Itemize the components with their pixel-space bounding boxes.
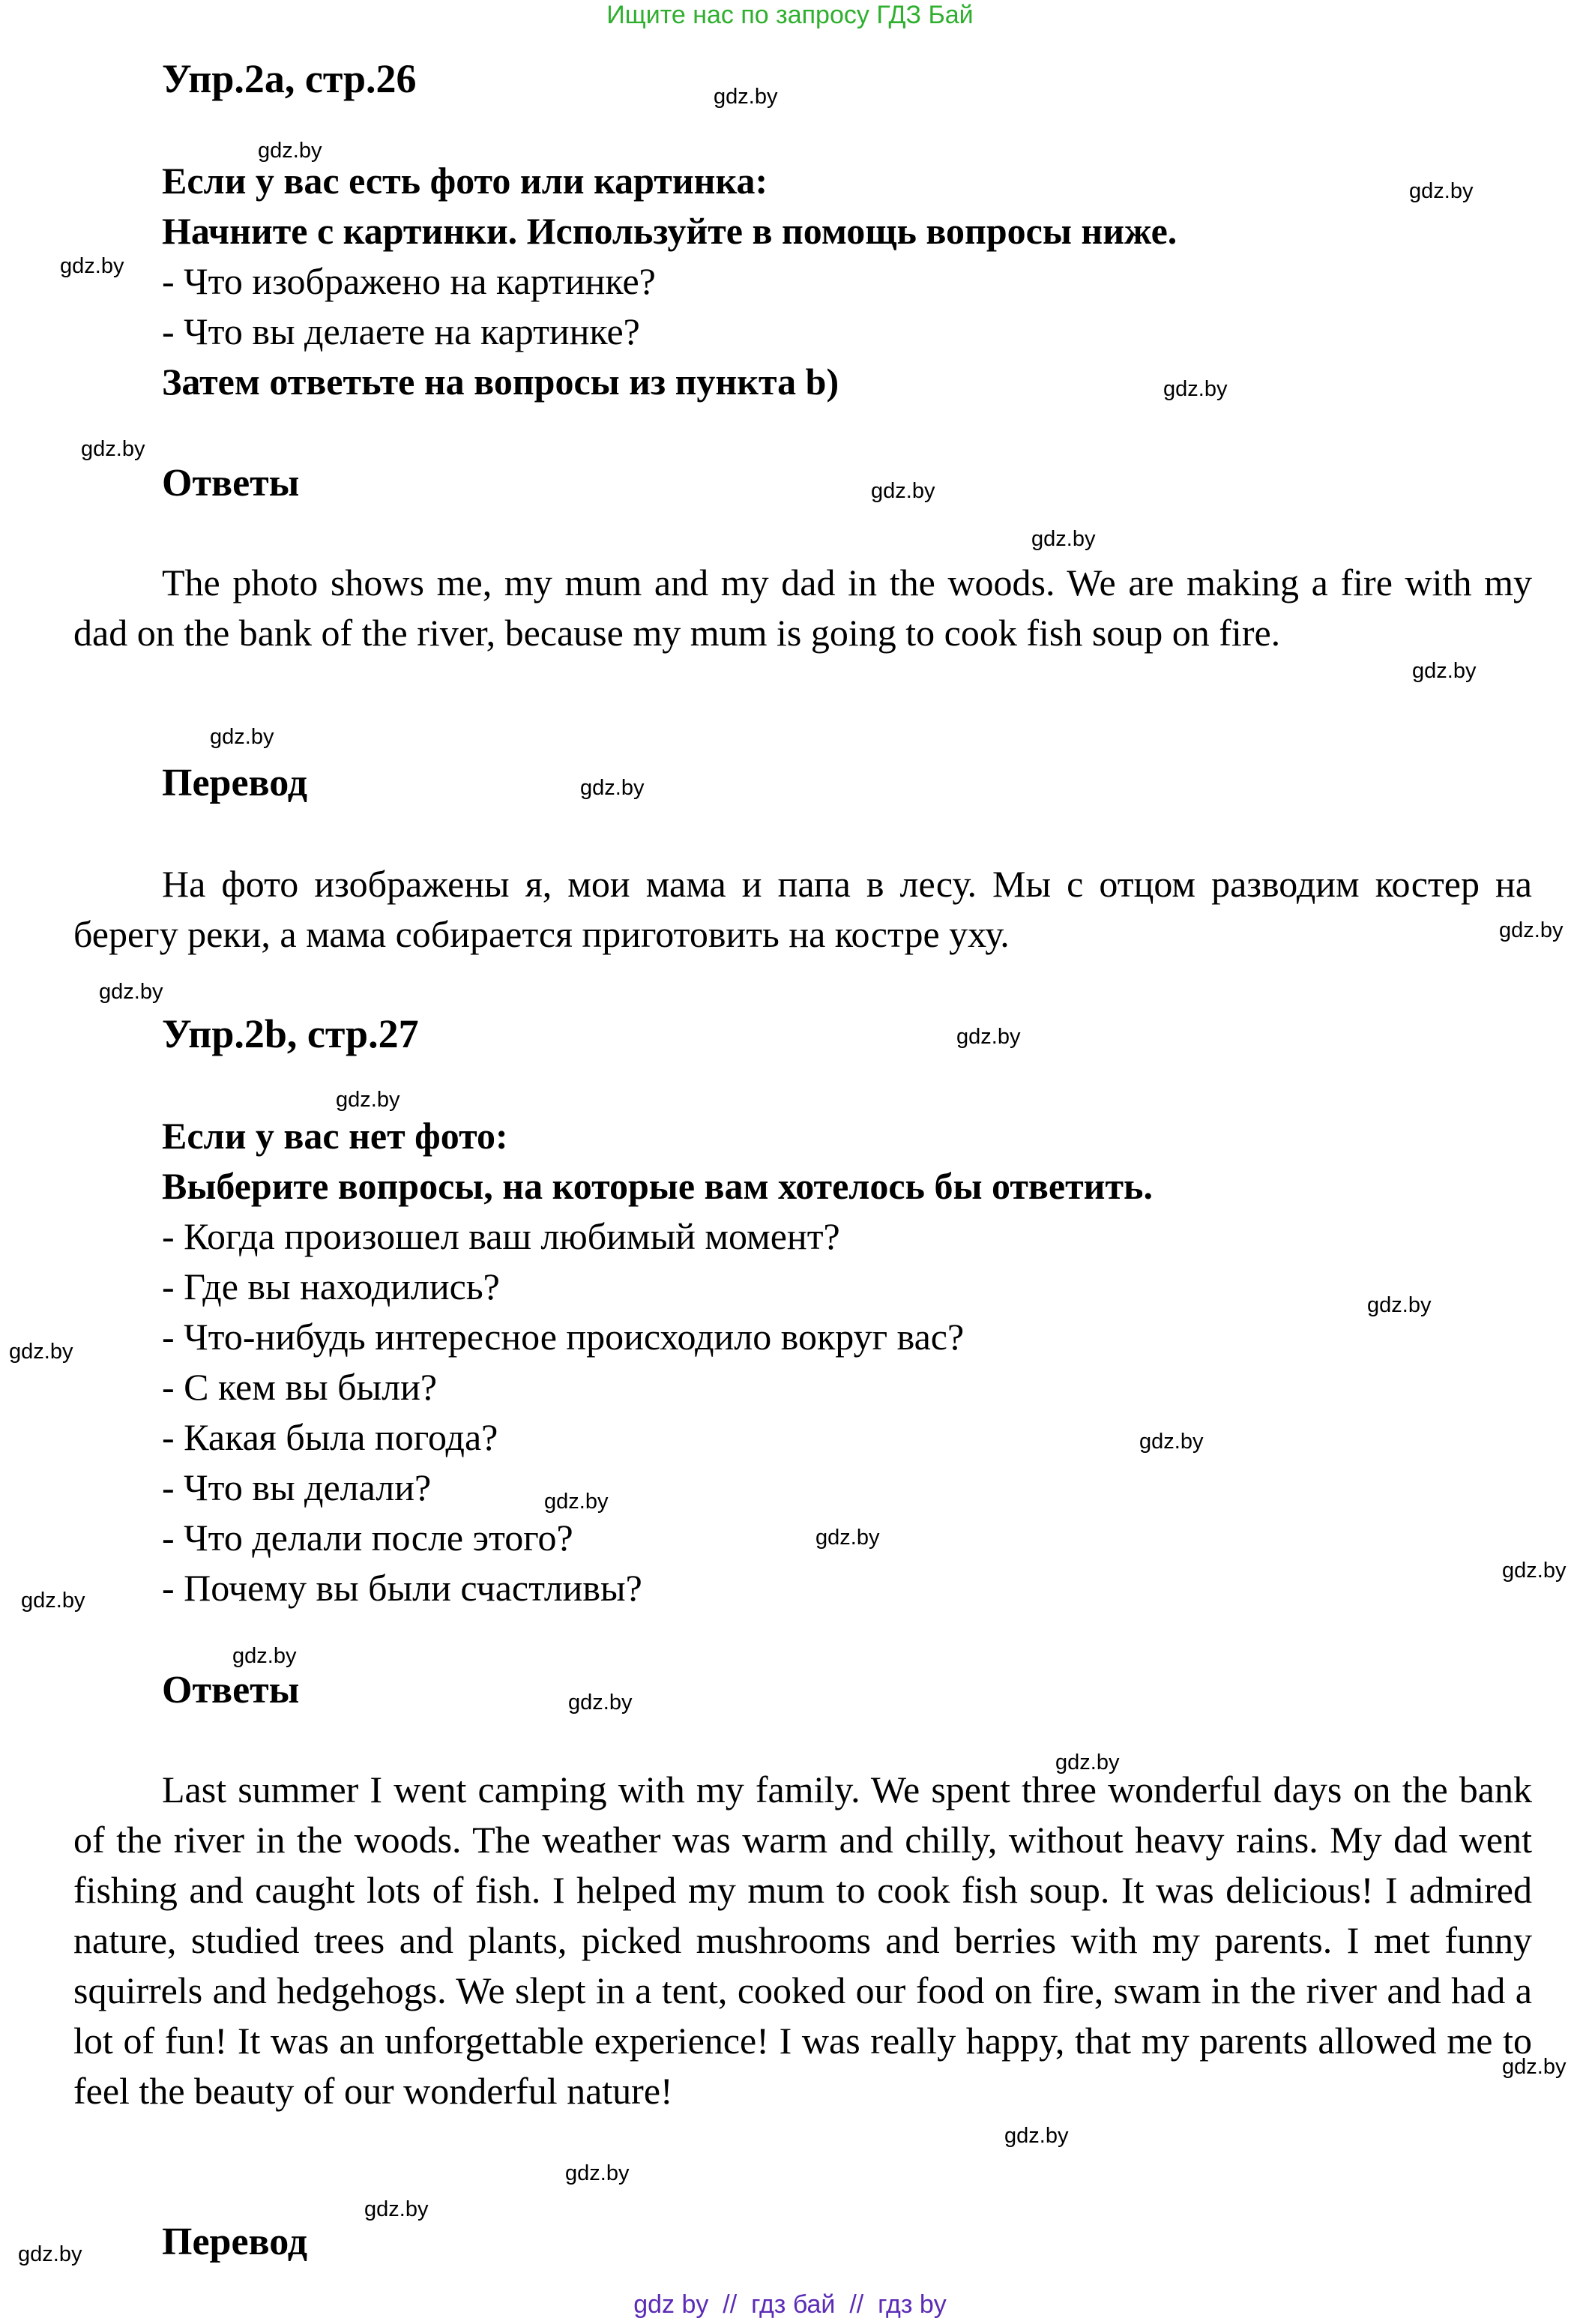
watermark: gdz.by [1163, 377, 1228, 401]
ex2a-question-1: - Что изображено на картинке? [162, 260, 656, 302]
watermark: gdz.by [1367, 1293, 1432, 1317]
watermark: gdz.by [815, 1526, 880, 1550]
watermark: gdz.by [1502, 1559, 1567, 1583]
ex2a-instruction-1: Если у вас есть фото или картинка: [162, 160, 768, 202]
watermark: gdz.by [232, 1644, 297, 1668]
watermark: gdz.by [1055, 1750, 1120, 1774]
watermark: gdz.by [580, 776, 645, 800]
ex2a-answers-heading: Ответы [162, 462, 300, 505]
ex2b-answer-text: Last summer I went camping with my family. We spent three wonderful days on the bank of the river in the woods. The weather was warm and chilly, without heavy rains. My dad went fishing and caught lots of fish. I helped my mum to cook fish soup. It was delicious! I admired nature, studied trees and plants, picked mushrooms and berries with my parents. I met funny squirrels and hedgehogs. We slept in a tent, cooked our food on fire, swam in the river and had a lot of fun! It was an unforgettable experience! I was really happy, that my parents allowed me to feel the beauty of our wonderful nature! [73, 1768, 1532, 2112]
ex2a-translation-text: На фото изображены я, мои мама и папа в лесу. Мы с отцом разводим костер на берегу реки, а мама собирается приготовить на костре уху. [73, 863, 1532, 955]
ex2b-question-1: - Когда произошел ваш любимый момент? [162, 1215, 840, 1257]
watermark: gdz.by [336, 1088, 400, 1112]
ex2a-instruction-2: Начните с картинки. Используйте в помощь вопросы ниже. [162, 210, 1178, 252]
watermark: gdz.by [568, 1691, 633, 1715]
watermark: gdz.by [1031, 527, 1096, 551]
ex2b-instruction-2: Выберите вопросы, на которые вам хотелось бы ответить. [162, 1165, 1153, 1207]
ex2a-question-2: - Что вы делаете на картинке? [162, 310, 640, 352]
watermark: gdz.by [9, 1340, 73, 1364]
watermark: gdz.by [1409, 179, 1474, 203]
watermark: gdz.by [565, 2161, 630, 2185]
watermark: gdz.by [99, 980, 163, 1004]
watermark: gdz.by [871, 479, 935, 503]
top-banner[interactable]: Ищите нас по запросу ГДЗ Бай [606, 1, 974, 29]
watermark: gdz.by [210, 725, 274, 749]
watermark: gdz.by [1499, 918, 1564, 942]
watermark: gdz.by [60, 254, 124, 278]
ex2b-question-5: - Какая была погода? [162, 1416, 498, 1458]
ex2b-question-8: - Почему вы были счастливы? [162, 1567, 642, 1609]
watermark: gdz.by [544, 1490, 609, 1514]
watermark: gdz.by [81, 437, 145, 461]
watermark: gdz.by [21, 1589, 85, 1613]
watermark: gdz.by [1412, 659, 1477, 683]
ex2b-instruction-1: Если у вас нет фото: [162, 1115, 508, 1157]
watermark: gdz.by [364, 2197, 429, 2221]
exercise-2a-title: Упр.2а, стр.26 [162, 56, 417, 101]
watermark: gdz.by [956, 1025, 1021, 1049]
ex2b-question-7: - Что делали после этого? [162, 1517, 573, 1559]
watermark: gdz.by [258, 139, 322, 163]
ex2b-question-4: - С кем вы были? [162, 1366, 438, 1408]
ex2b-question-2: - Где вы находились? [162, 1265, 500, 1307]
watermark: gdz.by [18, 2242, 82, 2266]
bottom-banner[interactable]: gdz by // гдз бай // гдз by [633, 2290, 947, 2319]
ex2a-instruction-3: Затем ответьте на вопросы из пункта b) [162, 361, 839, 403]
ex2b-question-6: - Что вы делали? [162, 1466, 432, 1508]
ex2b-answers-heading: Ответы [162, 1669, 300, 1712]
exercise-2b-title: Упр.2b, стр.27 [162, 1011, 419, 1056]
watermark: gdz.by [1502, 2055, 1567, 2079]
ex2b-translation-heading: Перевод [162, 2221, 308, 2263]
ex2a-translation-heading: Перевод [162, 762, 308, 804]
ex2a-answer-text: The photo shows me, my mum and my dad in the woods. We are making a fire with my dad on the bank of the river, because my mum is going to cook fish soup on fire. [73, 562, 1532, 654]
ex2b-question-3: - Что-нибудь интересное происходило вокруг вас? [162, 1316, 965, 1358]
watermark: gdz.by [1139, 1430, 1204, 1454]
watermark: gdz.by [714, 85, 778, 109]
watermark: gdz.by [1004, 2124, 1069, 2148]
